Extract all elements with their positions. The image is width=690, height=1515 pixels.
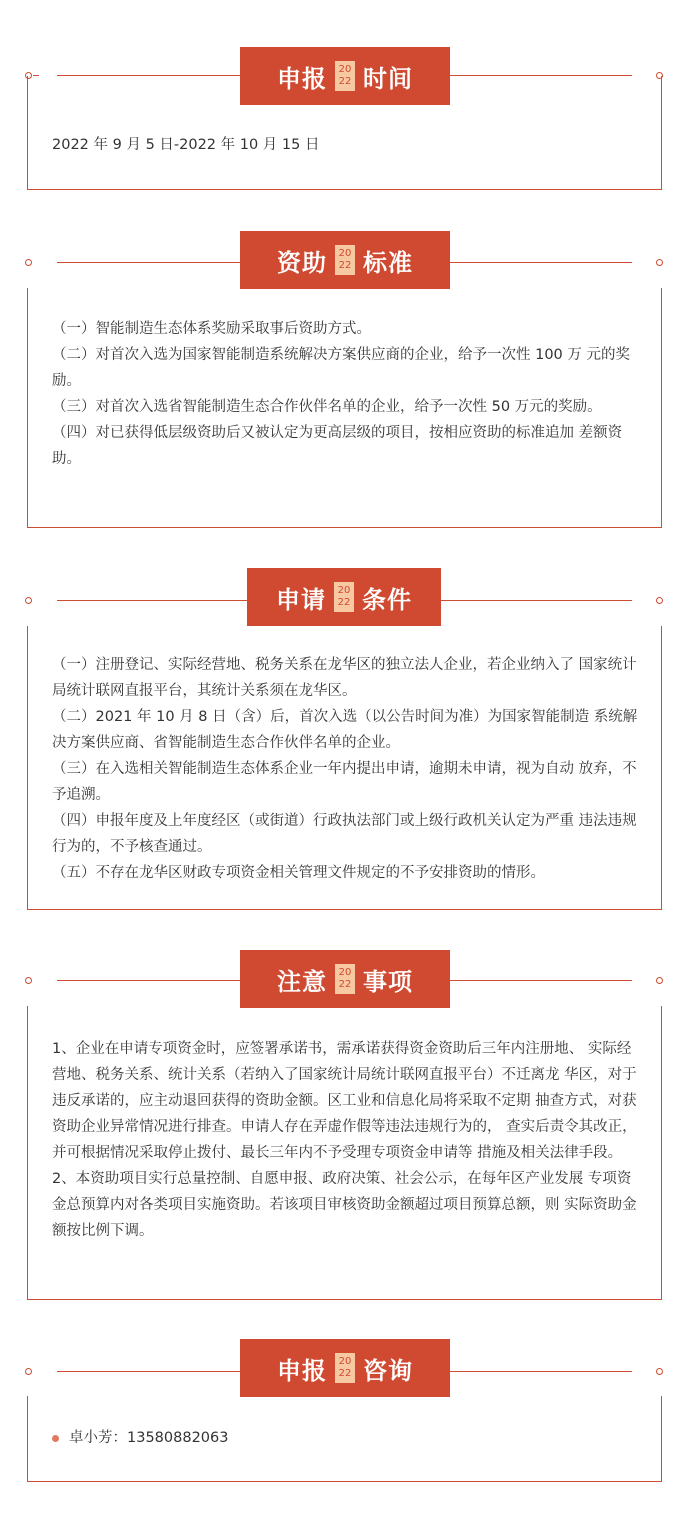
- decor-dot-left: [25, 597, 32, 604]
- decor-dot-right: [656, 977, 663, 984]
- section-title: [240, 231, 450, 289]
- decor-line-right: [450, 1371, 632, 1372]
- title-left: 注意: [277, 967, 327, 996]
- paragraph: （五）不存在龙华区财政专项资金相关管理文件规定的不予安排资助的情形。: [52, 865, 545, 881]
- decor-dot-right: [656, 597, 663, 604]
- title-left: 申报: [277, 64, 327, 93]
- title-right: 标准: [363, 248, 413, 277]
- decor-line-left: [57, 1371, 240, 1372]
- decor-line-right: [441, 600, 632, 601]
- paragraph: （四）申报年度及上年度经区（或街道）行政执法部门或上级行政机关认定为严重 违法违规行为的，不予核查通过。: [52, 813, 637, 855]
- paragraph: （四）对已获得低层级资助后又被认定为更高层级的项目，按相应资助的标准追加 差额资助。: [52, 425, 623, 467]
- title-right: 时间: [363, 64, 413, 93]
- section-body: [52, 316, 642, 472]
- paragraph: 1、企业在申请专项资金时，应签署承诺书，需承诺获得资金资助后三年内注册地、 实际经营地、税务关系、统计关系（若纳入了国家统计局统计联网直报平台）不迁离龙 华区，对于违反承诺的，应主动退回获得的资助金额。区工业和信息化局将采取不定期 抽查方式，对获资助企业异常情况进行排查。申请人存在弄虚作假等违法违规行为的， 查实后责令其改正，并可根据情况采取停止拨付、最长三年内不予受理专项资金申请等 措施及相关法律手段。: [52, 1041, 637, 1161]
- decor-line-right: [450, 980, 632, 981]
- decor-dot-left: [25, 977, 32, 984]
- paragraph: （二）2021 年 10 月 8 日（含）后，首次入选（以公告时间为准）为国家智能制造 系统解决方案供应商、省智能制造生态合作伙伴名单的企业。: [52, 709, 638, 751]
- section-body: [52, 652, 642, 886]
- decor-line-left: [57, 262, 240, 263]
- section-title: [240, 1339, 450, 1397]
- title-right: 条件: [362, 585, 412, 614]
- paragraph: 2、本资助项目实行总量控制、自愿申报、政府决策、社会公示，在每年区产业发展 专项资金总预算内对各类项目实施资助。若该项目审核资助金额超过项目预算总额，则 实际资助金额按比例下调。: [52, 1171, 637, 1239]
- bullet-icon: [52, 1435, 59, 1442]
- decor-line-right: [450, 262, 632, 263]
- decor-dot-right: [656, 259, 663, 266]
- section-title: [240, 950, 450, 1008]
- year-badge: 20 22: [335, 964, 355, 994]
- section-title: [247, 568, 441, 626]
- decor-dot-left: [25, 259, 32, 266]
- decor-dot-right: [656, 1368, 663, 1375]
- decor-dot-left: [25, 1368, 32, 1375]
- paragraph: 2022 年 9 月 5 日-2022 年 10 月 15 日: [52, 137, 320, 153]
- paragraph: （一）注册登记、实际经营地、税务关系在龙华区的独立法人企业，若企业纳入了 国家统计局统计联网直报平台，其统计关系须在龙华区。: [52, 657, 637, 699]
- year-badge: 20 22: [335, 61, 355, 91]
- section-title: [240, 47, 450, 105]
- year-badge: 20 22: [335, 245, 355, 275]
- year-badge: 20 22: [335, 1353, 355, 1383]
- decor-line-left: [57, 980, 240, 981]
- decor-line-left: [57, 600, 247, 601]
- title-right: 咨询: [363, 1356, 413, 1385]
- title-left: 资助: [277, 248, 327, 277]
- year-badge: 20 22: [334, 582, 354, 612]
- title-left: 申请: [276, 585, 326, 614]
- section-body: [52, 132, 642, 158]
- paragraph: （二）对首次入选为国家智能制造系统解决方案供应商的企业，给予一次性 100 万 元的奖励。: [52, 347, 630, 389]
- section-body: [52, 1036, 642, 1244]
- contact-item: [52, 1425, 228, 1451]
- paragraph: （三）对首次入选省智能制造生态合作伙伴名单的企业，给予一次性 50 万元的奖励。: [52, 399, 602, 415]
- title-left: 申报: [277, 1356, 327, 1385]
- paragraph: （三）在入选相关智能制造生态体系企业一年内提出申请，逾期未申请，视为自动 放弃，不予追溯。: [52, 761, 637, 803]
- contact-text: 卓小芳：13580882063: [69, 1430, 229, 1446]
- title-right: 事项: [363, 967, 413, 996]
- paragraph: （一）智能制造生态体系奖励采取事后资助方式。: [52, 321, 371, 337]
